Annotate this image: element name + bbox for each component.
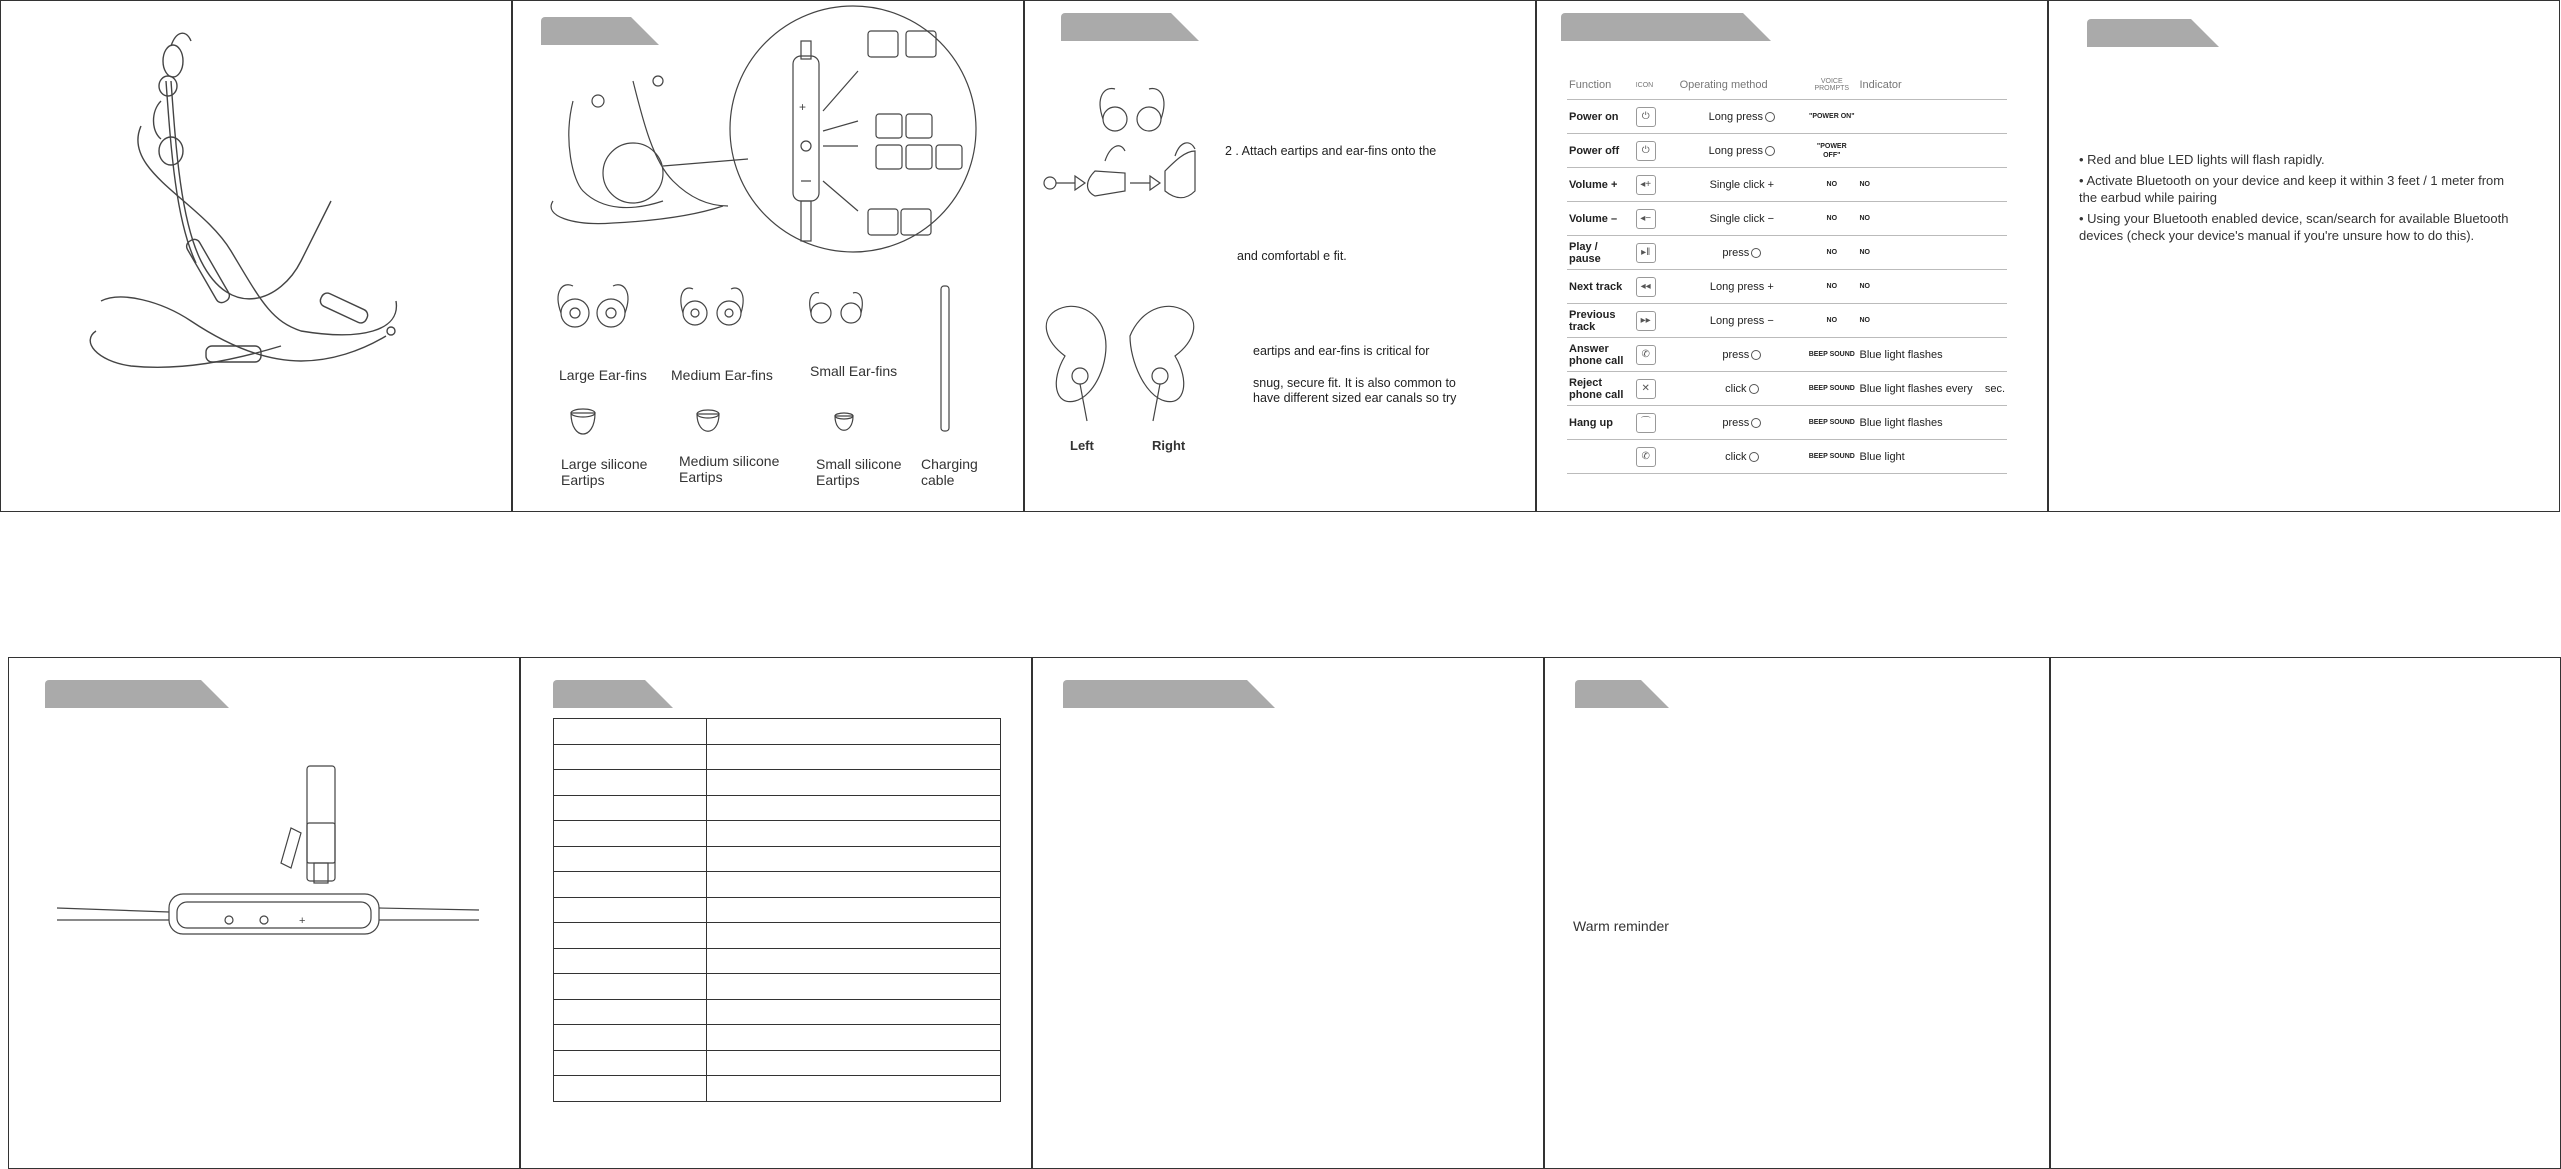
large-eartips-label: Large silicone Eartips xyxy=(561,456,648,488)
power-icon: ⏻ xyxy=(1636,141,1656,161)
svg-text:+: + xyxy=(299,915,306,927)
play-pause-icon: ▸‖ xyxy=(1636,243,1656,263)
table-row xyxy=(554,948,1001,974)
section-tab xyxy=(1561,13,1771,41)
headset-with-zoom-illustration xyxy=(513,1,1024,512)
panel-pairing xyxy=(2048,0,2560,512)
table-row xyxy=(554,719,1001,745)
table-row xyxy=(554,1025,1001,1051)
list-item: • Using your Bluetooth enabled device, scan/search for available Bluetooth devices (check your device's manual if you're unsure how to do this). xyxy=(2079,211,2509,243)
charging-illustration xyxy=(9,658,520,1169)
left-ear-label: Left xyxy=(1070,438,1094,453)
button-icon xyxy=(1751,418,1761,428)
section-tab xyxy=(553,680,673,708)
table-row: ✆ click BEEP SOUND Blue light xyxy=(1567,440,2007,474)
volume-down-icon: ◂− xyxy=(1636,209,1656,229)
button-icon xyxy=(1749,384,1759,394)
panel-charging xyxy=(8,657,520,1169)
header-indicator: Indicator xyxy=(1857,71,2007,100)
table-row xyxy=(554,1050,1001,1076)
table-row: Next track ◂◂ Long press + NO NO xyxy=(1567,270,2007,304)
button-icon xyxy=(1751,350,1761,360)
header-function: Function xyxy=(1567,71,1634,100)
list-item: • Activate Bluetooth on your device and keep it within 3 feet / 1 meter from the earbud while pairing xyxy=(2079,173,2505,205)
panel-package-contents xyxy=(512,0,1024,512)
table-row: Reject phone call ✕ click BEEP SOUND Blue light flashes every sec. xyxy=(1567,372,2007,406)
plus-icon: + xyxy=(1767,280,1774,293)
phone-icon: ✆ xyxy=(1636,447,1656,467)
table-row xyxy=(554,795,1001,821)
panel-controls xyxy=(1536,0,2048,512)
specifications-table xyxy=(553,718,1001,1102)
phone-icon: ✆ xyxy=(1636,345,1656,365)
panel-fit-instructions xyxy=(1024,0,1536,512)
table-row xyxy=(554,872,1001,898)
header-operating: Operating method xyxy=(1678,71,1806,100)
header-voice: VOICE PROMPTS xyxy=(1806,71,1857,100)
reject-call-icon: ✕ xyxy=(1636,379,1656,399)
minus-icon: − xyxy=(1767,212,1775,225)
fit-paragraph-2: snug, secure fit. It is also common to xyxy=(1253,376,1456,390)
step-2-text: 2 . Attach eartips and ear-fins onto the xyxy=(1225,144,1437,158)
medium-ear-fins-label: Medium Ear-fins xyxy=(671,367,773,383)
table-row: Volume – ◂− Single click − NO NO xyxy=(1567,202,2007,236)
panel-blank xyxy=(2050,657,2561,1169)
section-tab xyxy=(2087,19,2219,47)
table-row xyxy=(554,1076,1001,1102)
table-row xyxy=(554,846,1001,872)
table-row xyxy=(554,744,1001,770)
table-row xyxy=(554,897,1001,923)
small-eartips-label: Small silicone Eartips xyxy=(816,456,902,488)
power-icon: ⏻ xyxy=(1636,107,1656,127)
pairing-list xyxy=(2079,151,2519,248)
list-item: • Red and blue LED lights will flash rapidly. xyxy=(2079,152,2325,167)
table-row: Power on ⏻ Long press "POWER ON" xyxy=(1567,100,2007,134)
table-row xyxy=(554,821,1001,847)
table-row: Answer phone call ✆ press BEEP SOUND Blue light flashes xyxy=(1567,338,2007,372)
fit-paragraph-3: have different sized ear canals so try xyxy=(1253,391,1457,405)
neckband-headset-illustration xyxy=(1,1,512,512)
section-tab xyxy=(1063,680,1275,708)
button-icon xyxy=(1751,248,1761,258)
fit-paragraph-1: eartips and ear-fins is critical for xyxy=(1253,344,1430,358)
volume-up-icon: ◂+ xyxy=(1636,175,1656,195)
button-icon xyxy=(1765,112,1775,122)
table-row: Play / pause ▸‖ press NO NO xyxy=(1567,236,2007,270)
table-row: Volume + ◂+ Single click + NO NO xyxy=(1567,168,2007,202)
next-track-icon: ◂◂ xyxy=(1636,277,1656,297)
section-tab xyxy=(1575,680,1669,708)
table-row: Hang up ⌒ press BEEP SOUND Blue light flashes xyxy=(1567,406,2007,440)
panel-warm-reminder xyxy=(1544,657,2050,1169)
table-row: Previous track ▸▸ Long press − NO NO xyxy=(1567,304,2007,338)
fit-text: and comfortabl e fit. xyxy=(1237,249,1347,263)
controls-table xyxy=(1567,71,2007,474)
header-icon: ICON xyxy=(1634,71,1678,100)
plus-icon: + xyxy=(1767,178,1775,191)
minus-icon: − xyxy=(1767,314,1774,327)
charging-cable-label: Charging cable xyxy=(921,456,978,488)
table-row: Power off ⏻ Long press "POWER OFF" xyxy=(1567,134,2007,168)
button-icon xyxy=(1749,452,1759,462)
medium-eartips-label: Medium silicone Eartips xyxy=(679,453,780,485)
panel-specifications xyxy=(520,657,1032,1169)
table-row xyxy=(554,923,1001,949)
warm-reminder-heading: Warm reminder xyxy=(1573,918,1669,934)
panel-headset-overview xyxy=(0,0,512,512)
svg-text:+: + xyxy=(799,100,807,114)
small-ear-fins-label: Small Ear-fins xyxy=(810,363,898,379)
panel-blank-section xyxy=(1032,657,1544,1169)
table-row xyxy=(554,974,1001,1000)
right-ear-label: Right xyxy=(1152,438,1186,453)
previous-track-icon: ▸▸ xyxy=(1636,311,1656,331)
table-row xyxy=(554,770,1001,796)
hang-up-icon: ⌒ xyxy=(1636,413,1656,433)
button-icon xyxy=(1765,146,1775,156)
large-ear-fins-label: Large Ear-fins xyxy=(559,367,647,383)
table-row xyxy=(554,999,1001,1025)
